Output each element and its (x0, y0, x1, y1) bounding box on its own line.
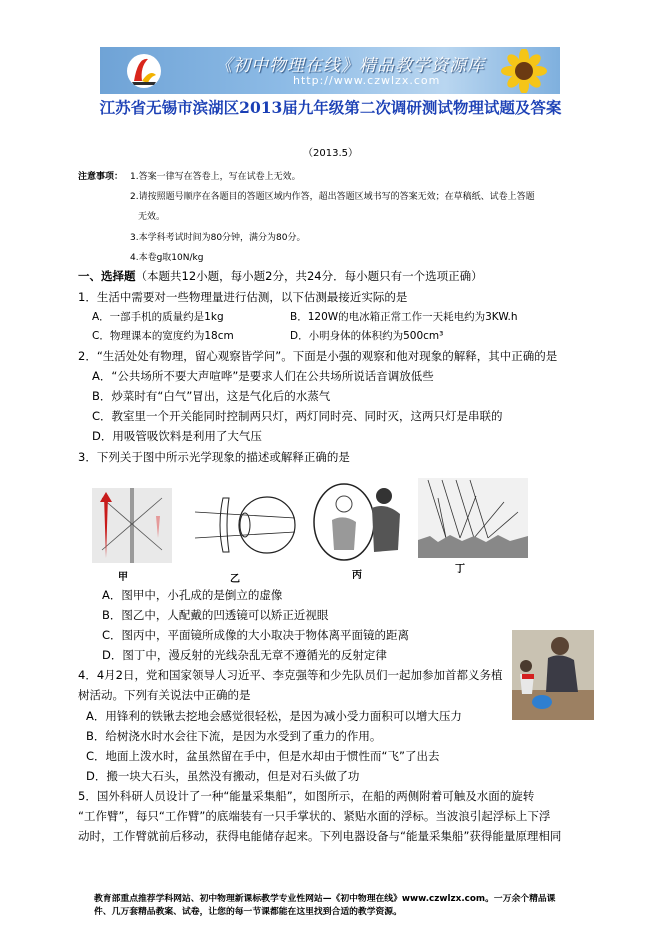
figure-eye-lens (195, 490, 300, 560)
figure-caption-bing: 丙 (352, 570, 362, 581)
q2-option-a: A．“公共场所不要大声喧哗”是要求人们在公共场所说话音调放低些 (92, 369, 434, 383)
figure-diffuse-reflection (418, 478, 528, 558)
q4-option-b: B．给树浇水时水会往下流，是因为水受到了重力的作用。 (86, 729, 382, 743)
figure-caption-yi: 乙 (230, 574, 240, 585)
notice-item-2-cont: 无效。 (138, 212, 166, 222)
q4-option-c: C．地面上泼水时，盆虽然留在手中，但是水却由于惯性而“飞”了出去 (86, 749, 440, 763)
notice-label: 注意事项： (78, 172, 124, 182)
footer-line-1: 教育部重点推荐学科网站、初中物理新课标教学专业性网站—《初中物理在线》www.czwlzx.com。一万余个精品课 (94, 894, 556, 904)
document-title: 江苏省无锡市滨湖区2013届九年级第二次调研测试物理试题及答案 (99, 98, 562, 117)
notice-item-2: 2.请按照题号顺序在各题目的答题区域内作答，超出答题区域书写的答案无效；在草稿纸、试卷上答题 (130, 192, 535, 202)
q4-option-d: D．搬一块大石头，虽然没有搬动，但是对石头做了功 (86, 769, 360, 783)
q1-option-c: C．物理课本的宽度约为18cm (92, 330, 234, 342)
q3-option-c: C．图丙中，平面镜所成像的大小取决于物体离平面镜的距离 (102, 628, 410, 642)
figure-mirror (306, 480, 406, 562)
q4-stem-line1: 4．4月2日，党和国家领导人习近平、李克强等和少先队员们一起加参加首都义务植 (78, 668, 503, 682)
q3-option-b: B．图乙中，人配戴的凹透镜可以矫正近视眼 (102, 608, 329, 622)
section-heading (78, 269, 483, 283)
q3-option-d: D．图丁中，漫反射的光线杂乱无章不遵循光的反射定律 (102, 648, 387, 662)
sunflower-icon (494, 49, 554, 93)
footer-line-2: 件、几万套精品教案、试卷，让您的每一节课都能在这里找到合适的教学资源。 (94, 907, 402, 917)
q2-option-b: B．炒菜时有“白气”冒出，这是气化后的水蒸气 (92, 389, 331, 403)
q5-line3: 动时，工作臂就前后移动，获得电能储存起来。下列电器设备与“能量采集船”获得能量原理相同 (78, 829, 562, 843)
q5-line2: “工作臂”，每只“工作臂”的底端装有一只手掌状的、紧贴水面的浮标。当波浪引起浮标上下浮 (78, 809, 551, 823)
document-date: （2013.5） (303, 148, 358, 159)
q4-stem-line2: 树活动。下列有关说法中正确的是 (78, 688, 251, 702)
q5-line1: 5．国外科研人员设计了一种“能量采集船”，如图所示，在船的两侧附着可触及水面的旋转 (78, 789, 535, 803)
site-logo-icon (124, 51, 164, 91)
section-title: 一、选择题 (78, 269, 136, 283)
q1-option-b: B．120W的电冰箱正常工作一天耗电约为3KW.h (290, 311, 518, 323)
q4-option-a: A．用锋利的铁锹去挖地会感觉很轻松，是因为减小受力面积可以增大压力 (86, 709, 462, 723)
banner-url[interactable]: http://www.czwlzx.com (293, 74, 441, 87)
q2-option-c: C．教室里一个开关能同时控制两只灯，两灯同时亮、同时灭，这两只灯是串联的 (92, 409, 503, 423)
notice-item-3: 3.本学科考试时间为80分钟，满分为80分。 (130, 233, 306, 243)
q1-stem: 1．生活中需要对一些物理量进行估测，以下估测最接近实际的是 (78, 290, 408, 304)
q2-stem: 2．“生活处处有物理，留心观察皆学问”。下面是小强的观察和他对现象的解释，其中正确的是 (78, 349, 558, 363)
figure-caption-jia: 甲 (118, 572, 128, 583)
q1-option-a: A．一部手机的质量约是1kg (92, 311, 224, 323)
banner-title: 《初中物理在线》精品教学资源库 (215, 56, 485, 76)
q3-stem: 3．下列关于图中所示光学现象的描述或解释正确的是 (78, 450, 350, 464)
q3-option-a: A．图甲中，小孔成的是倒立的虚像 (102, 588, 283, 602)
q1-option-d: D．小明身体的体积约为500cm³ (290, 330, 444, 342)
section-desc: （本题共12小题，每小题2分，共24分．每小题只有一个选项正确） (135, 269, 483, 283)
figure-pinhole (92, 488, 172, 563)
notice-item-1: 1.答案一律写在答卷上，写在试卷上无效。 (130, 172, 301, 182)
footer-note (94, 893, 584, 919)
q2-option-d: D．用吸管吸饮料是利用了大气压 (92, 429, 262, 443)
header-banner (100, 47, 560, 94)
tree-planting-photo (512, 630, 594, 720)
notice-item-4: 4.本卷g取10N/kg (130, 253, 204, 263)
figure-caption-ding: 丁 (455, 564, 465, 575)
